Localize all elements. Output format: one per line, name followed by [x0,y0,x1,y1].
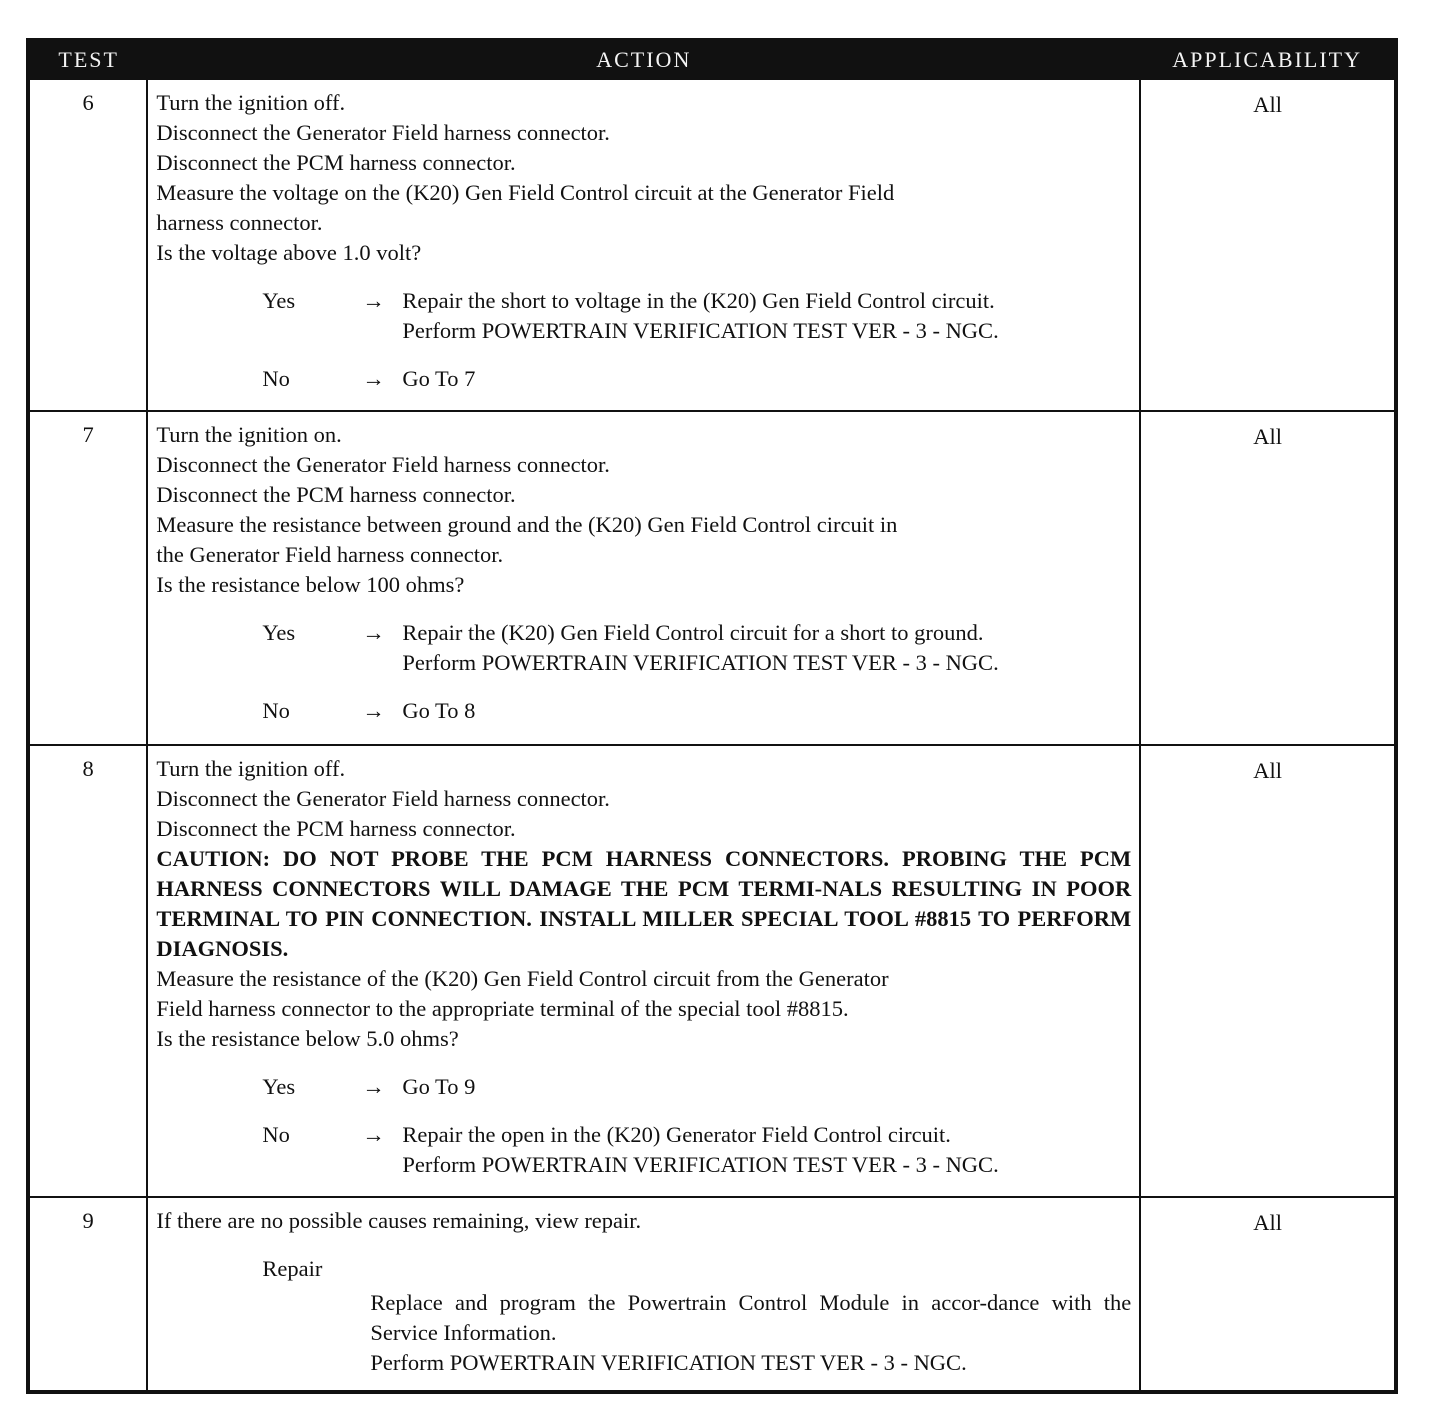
header-applicability: APPLICABILITY [1140,40,1396,79]
table-row-test-7 [28,411,1396,745]
response-no [156,696,1131,726]
applicability-cell: All [1140,1197,1396,1392]
response-line: Go To 9 [402,1074,476,1099]
action-line: If there are no possible causes remaining, view repair. [156,1208,642,1233]
arrow-right-icon: → [362,620,385,645]
action-line: Is the resistance below 5.0 ohms? [156,1026,459,1051]
table-row-test-6 [28,79,1396,411]
response-text [402,364,1131,394]
response-line: Go To 8 [402,698,476,723]
response-text [402,618,1131,678]
response-label: Yes [262,620,296,645]
action-line: Is the voltage above 1.0 volt? [156,240,422,265]
response-label: Yes [262,1074,296,1099]
response-label: No [262,366,290,391]
action-cell [147,411,1140,745]
response-line: Perform POWERTRAIN VERIFICATION TEST VER - 3 - NGC. [402,1152,999,1177]
response-line: Perform POWERTRAIN VERIFICATION TEST VER - 3 - NGC. [402,650,999,675]
response-no [156,1120,1131,1180]
response-text [402,286,1131,346]
response-line: Go To 7 [402,366,476,391]
response-line: Perform POWERTRAIN VERIFICATION TEST VER - 3 - NGC. [402,318,999,343]
arrow-right-icon: → [362,288,385,313]
action-line: Turn the ignition off. [156,90,346,115]
action-line: Turn the ignition on. [156,422,342,447]
action-line: Field harness connector to the appropriate terminal of the special tool #8815. [156,996,849,1021]
response-line: Repair the (K20) Gen Field Control circuit for a short to ground. [402,620,984,645]
action-cell [147,745,1140,1197]
arrow-right-icon: → [362,1122,385,1147]
action-line: Disconnect the Generator Field harness connector. [156,120,610,145]
action-cell [147,1197,1140,1392]
test-number: 9 [28,1197,147,1392]
action-line: Measure the resistance of the (K20) Gen Field Control circuit from the Generator [156,966,889,991]
response-label: No [262,698,290,723]
response-yes [156,1072,1131,1102]
caution-text: CAUTION: DO NOT PROBE THE PCM HARNESS CONNECTORS. PROBING THE PCM HARNESS CONNECTORS WILL DAMAGE THE PCM TERMI-NALS RESULTING IN POOR TERMINAL TO PIN CONNECTION. INSTALL MILLER SPECIAL TOOL #8815 TO PERFORM DIAGNOSIS. [156,846,1132,961]
arrow-right-icon: → [362,366,385,391]
action-line: Disconnect the Generator Field harness connector. [156,786,610,811]
response-yes [156,618,1131,678]
applicability-cell: All [1140,745,1396,1197]
repair-text: Replace and program the Powertrain Control Module in accor-dance with the Service Information. [370,1290,1132,1345]
action-line: Measure the voltage on the (K20) Gen Field Control circuit at the Generator Field [156,180,895,205]
action-line: Disconnect the Generator Field harness connector. [156,452,610,477]
table-row-test-8 [28,745,1396,1197]
response-label: Yes [262,288,296,313]
table-row-test-9 [28,1197,1396,1392]
response-text [402,1072,1131,1102]
response-no [156,364,1131,394]
response-text [402,696,1131,726]
repair-verify: Perform POWERTRAIN VERIFICATION TEST VER - 3 - NGC. [370,1350,967,1375]
diagnostic-table [26,38,1398,1394]
response-yes [156,286,1131,346]
response-line: Repair the short to voltage in the (K20) Gen Field Control circuit. [402,288,995,313]
action-line: Measure the resistance between ground and the (K20) Gen Field Control circuit in [156,512,898,537]
response-line: Repair the open in the (K20) Generator Field Control circuit. [402,1122,951,1147]
arrow-right-icon: → [362,698,385,723]
response-label: No [262,1122,290,1147]
header-row [28,40,1396,79]
test-number: 6 [28,79,147,411]
applicability-cell: All [1140,411,1396,745]
test-number: 8 [28,745,147,1197]
applicability-cell: All [1140,79,1396,411]
action-line: the Generator Field harness connector. [156,542,504,567]
action-line: Disconnect the PCM harness connector. [156,482,516,507]
header-test: TEST [28,40,147,79]
action-line: harness connector. [156,210,323,235]
response-text [402,1120,1131,1180]
action-line: Disconnect the PCM harness connector. [156,150,516,175]
action-line: Is the resistance below 100 ohms? [156,572,465,597]
repair-body [156,1288,1131,1378]
repair-label: Repair [262,1256,323,1281]
action-line: Turn the ignition off. [156,756,346,781]
action-line: Disconnect the PCM harness connector. [156,816,516,841]
action-cell [147,79,1140,411]
arrow-right-icon: → [362,1074,385,1099]
test-number: 7 [28,411,147,745]
header-action: ACTION [147,40,1140,79]
